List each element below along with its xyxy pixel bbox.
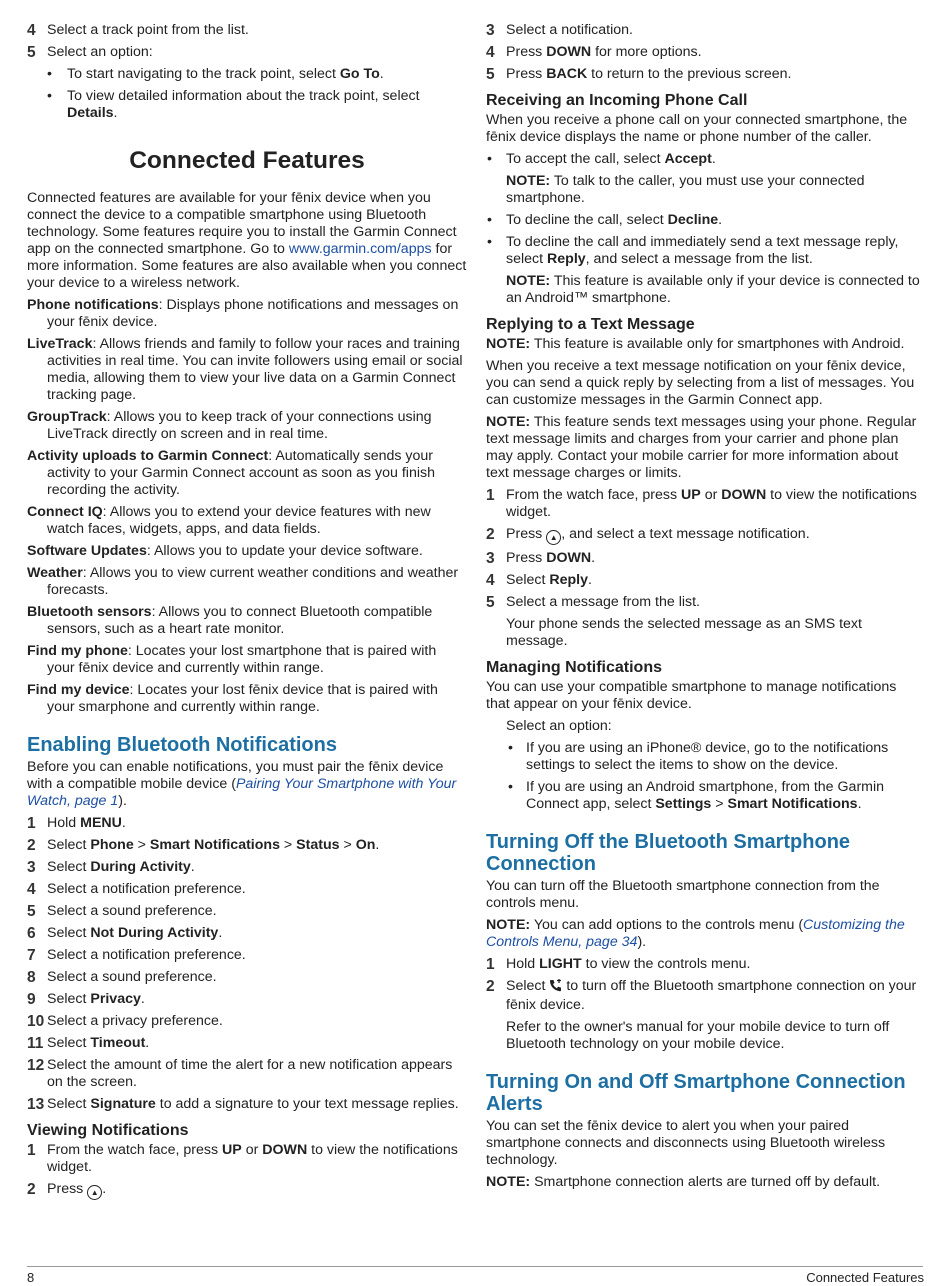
note-label: NOTE:: [486, 336, 531, 352]
step-number: 6: [27, 925, 36, 942]
step-pre: Select a notification preference.: [47, 881, 246, 897]
garmin-apps-link[interactable]: www.garmin.com/apps: [288, 241, 432, 257]
intro-text-end: for more information. Some features are also available when you connect your device to a wireless network.: [27, 241, 467, 291]
step-number: 5: [27, 903, 36, 920]
step-bold: During Activity: [90, 859, 191, 875]
note-label: NOTE:: [506, 273, 551, 289]
list-item: • To accept the call, select Accept.: [486, 151, 921, 168]
step: [486, 594, 921, 611]
list-item: [486, 234, 921, 268]
footer-section-name: Connected Features: [806, 1270, 924, 1285]
step-pre: Select: [47, 991, 91, 1007]
step-number: 3: [27, 859, 36, 876]
feature-description: : Allows friends and family to follow your races and training activities in real time. You can invite followers using email or social media, allowing them to view your live data on a Garmin Connect tracking page.: [47, 336, 463, 403]
feature-term: GroupTrack: [27, 409, 107, 425]
intro-paragraph: [27, 190, 467, 292]
list-item: [27, 88, 467, 122]
bullet-text: To start navigating to the track point, select: [67, 66, 340, 82]
feature-description: : Displays phone notifications and messages on your fēnix device.: [47, 297, 459, 330]
feature-definition: [27, 504, 467, 538]
feature-term: Activity uploads to Garmin Connect: [27, 448, 269, 464]
feature-description: : Locates your lost smartphone that is paired with your fēnix device and currently within range.: [47, 643, 437, 676]
step-pre: Select the amount of time the alert for a new notification appears on the screen.: [47, 1057, 453, 1090]
down-key-label: DOWN: [721, 487, 767, 503]
note-text: This feature sends text messages using your phone. Regular text message limits and charges from your carrier and phone plan may apply. Contact your mobile carrier for more information about text message charges or limits.: [486, 414, 917, 481]
step-text: Press: [47, 1181, 88, 1197]
section-title: Connected Features: [129, 147, 365, 174]
select-option-text: Select an option:: [506, 718, 612, 734]
step-bold: Phone: [90, 837, 134, 853]
feature-definition: [27, 336, 467, 404]
alerts-intro: You can set the fēnix device to alert you when your paired smartphone connects and disconnects using Bluetooth wireless technology.: [486, 1118, 886, 1168]
step: [27, 991, 467, 1008]
step-text: .: [591, 550, 596, 566]
feature-description: : Allows you to extend your device features with new watch faces, widgets, apps, and data fields.: [47, 504, 431, 537]
heading-viewing-notifications: Viewing Notifications: [27, 1122, 189, 1139]
step-result: Your phone sends the selected message as an SMS text message.: [506, 616, 862, 649]
list-item: • To decline the call, select Decline.: [486, 212, 921, 229]
up-key-label: UP: [222, 1142, 242, 1158]
step-pre: Select: [47, 859, 91, 875]
feature-term: LiveTrack: [27, 336, 93, 352]
feature-definition: [27, 643, 467, 677]
step-number: 1: [27, 1142, 36, 1159]
step-pre: Select: [47, 1096, 91, 1112]
feature-definition: [27, 682, 467, 716]
step: [486, 572, 921, 589]
step-number: 4: [486, 44, 495, 61]
step-text: .: [588, 572, 592, 588]
bullet-text-end: .: [857, 796, 862, 812]
step-result: Refer to the owner's manual for your mobile device to turn off Bluetooth technology on your mobile device.: [506, 1019, 890, 1052]
step: [27, 1057, 467, 1091]
step-number: 5: [486, 66, 495, 83]
step-number: 4: [27, 22, 36, 39]
bullet-text: If you are using an Android smartphone, from the Garmin Connect app, select: [526, 779, 885, 812]
right-top-steps: [486, 22, 921, 83]
step-post: .: [121, 815, 126, 831]
step: [27, 859, 467, 876]
turning-off-intro: You can turn off the Bluetooth smartphone connection from the controls menu.: [486, 878, 880, 911]
feature-definition: [27, 565, 467, 599]
step-number: 12: [27, 1057, 45, 1074]
feature-description: : Allows you to connect Bluetooth compatible sensors, such as a heart rate monitor.: [47, 604, 433, 637]
step-pre: Select a sound preference.: [47, 903, 217, 919]
step-text: or: [700, 487, 722, 503]
note-label: NOTE:: [486, 414, 531, 430]
step-number: 1: [486, 956, 495, 973]
accept-label: Accept: [664, 151, 712, 167]
up-key-label: UP: [681, 487, 701, 503]
step: [27, 815, 467, 832]
note: [486, 1174, 921, 1191]
heading-connection-alerts: Turning On and Off Smartphone Connection Alerts: [486, 1071, 906, 1115]
step-pre: Select a privacy preference.: [47, 1013, 223, 1029]
step-text: to turn off the Bluetooth smartphone connection on your fēnix device.: [506, 978, 917, 1013]
list-item: [27, 66, 467, 83]
step-number: 3: [486, 550, 495, 567]
step-text: Press: [506, 550, 547, 566]
step-number: 2: [486, 978, 495, 995]
step-number: 4: [486, 572, 495, 589]
step-number: 5: [27, 44, 36, 61]
step-number: 1: [486, 487, 495, 504]
note-text: Smartphone connection alerts are turned off by default.: [530, 1174, 881, 1190]
step: [27, 925, 467, 942]
down-key-label: DOWN: [546, 550, 592, 566]
step-number: 13: [27, 1096, 45, 1113]
step: [27, 947, 467, 964]
step: [486, 978, 921, 1014]
bullet-text: To accept the call, select: [506, 151, 665, 167]
intro-text: Connected features are available for your fēnix device when you connect the device to a compatible smartphone using Bluetooth technology. Some features require you to install the Garmin Connect app on the connected smartphone. Go to: [27, 190, 457, 257]
feature-term: Phone notifications: [27, 297, 159, 313]
step-bold: DOWN: [546, 44, 592, 60]
feature-term: Bluetooth sensors: [27, 604, 152, 620]
step: [27, 22, 467, 39]
step: [27, 1013, 467, 1030]
step-text: Hold: [506, 956, 540, 972]
separator: >: [711, 796, 728, 812]
step-bold: MENU: [80, 815, 122, 831]
step-bold: BACK: [546, 66, 588, 82]
down-key-label: DOWN: [262, 1142, 308, 1158]
note: [486, 414, 921, 482]
step: [27, 1096, 467, 1113]
enabling-steps: [27, 815, 467, 1113]
note-text: This feature is available only if your device is connected to an Android™ smartphone.: [506, 273, 920, 306]
enabling-intro-end: ).: [118, 793, 127, 809]
incoming-intro: When you receive a phone call on your connected smartphone, the fēnix device displays the name or phone number of the caller.: [486, 112, 908, 145]
step-number: 10: [27, 1013, 45, 1030]
feature-term: Weather: [27, 565, 83, 581]
step-bold: Privacy: [90, 991, 141, 1007]
feature-definition: [27, 409, 467, 443]
page-number: 8: [27, 1270, 35, 1285]
bullet-text: To decline the call and immediately send a text message reply, select: [506, 234, 899, 267]
step-post: to return to the previous screen.: [587, 66, 792, 82]
feature-description: : Automatically sends your activity to your Garmin Connect account as soon as you finish recording the activity.: [47, 448, 435, 498]
step-number: 11: [27, 1035, 44, 1052]
step-post: .: [145, 1035, 150, 1051]
list-item: [486, 779, 921, 813]
step: [27, 881, 467, 898]
step-number: 3: [486, 22, 495, 39]
step-number: 5: [486, 594, 495, 611]
step-post: .: [190, 859, 195, 875]
step-text: to view the controls menu.: [581, 956, 751, 972]
circle-a-button-icon: ▲: [546, 530, 561, 545]
circle-a-button-icon: ▲: [87, 1185, 102, 1200]
feature-description: : Allows you to keep track of your connections using LiveTrack directly on screen and in real time.: [47, 409, 432, 442]
step-number: 2: [27, 837, 36, 854]
note-label: NOTE:: [506, 173, 551, 189]
bullet-post: .: [379, 66, 384, 82]
bullet-text: To view detailed information about the track point, select: [67, 88, 420, 104]
bullet-text-end: , and select a message from the list.: [585, 251, 813, 267]
replying-paragraph: When you receive a text message notification on your fēnix device, you can send a quick reply by selecting from a list of messages. You can customize messages in the Garmin Connect app.: [486, 358, 915, 408]
note: [486, 273, 921, 307]
note: [486, 336, 921, 353]
bullet-bold: Go To: [339, 66, 380, 82]
step-pre: Hold: [47, 815, 81, 831]
step-text: to view the notifications widget.: [506, 487, 917, 520]
step-post: for more options.: [591, 44, 702, 60]
step-bold: Signature: [90, 1096, 156, 1112]
step-pre: Select: [47, 837, 91, 853]
step-number: 2: [486, 526, 495, 543]
light-key-label: LIGHT: [539, 956, 582, 972]
pairing-link[interactable]: Pairing Your Smartphone with Your Watch: [27, 776, 457, 809]
step-text: Press: [506, 526, 547, 542]
bullet-bold: Details: [67, 105, 114, 121]
feature-definition: [27, 297, 467, 331]
step-text: to view the notifications widget.: [47, 1142, 458, 1175]
step-pre: Select: [47, 925, 91, 941]
step-number: 1: [27, 815, 36, 832]
step-number: 2: [27, 1181, 36, 1198]
feature-term: Connect IQ: [27, 504, 103, 520]
managing-intro: You can use your compatible smartphone to manage notifications that appear on your fēnix device.: [486, 679, 897, 712]
heading-turning-off-bluetooth: Turning Off the Bluetooth Smartphone Connection: [486, 831, 851, 875]
step-pre: Select: [47, 1035, 91, 1051]
step: [486, 550, 921, 567]
step-post: .: [218, 925, 223, 941]
reply-label: Reply: [549, 572, 589, 588]
bullet-text: To decline the call, select: [506, 212, 668, 228]
note: [486, 173, 921, 207]
bullet-post: .: [113, 105, 118, 121]
left-column: [27, 22, 467, 1205]
customizing-page-link[interactable]: , page 34: [578, 934, 638, 950]
list-item: • If you are using an iPhone® device, go to the notifications settings to select the items to show on the device.: [486, 740, 921, 774]
step: [27, 1142, 467, 1176]
heading-replying: Replying to a Text Message: [486, 316, 695, 333]
enabling-intro-text: Before you can enable notifications, you must pair the fēnix device with a compatible mobile device (: [27, 759, 444, 792]
phone-icon: [549, 979, 562, 997]
step: [486, 44, 921, 61]
note-label: NOTE:: [486, 1174, 531, 1190]
note-text: You can add options to the controls menu (: [530, 917, 804, 933]
step-text: Select a message from the list.: [506, 594, 700, 610]
heading-incoming-call: Receiving an Incoming Phone Call: [486, 92, 748, 109]
step-text: From the watch face, press: [506, 487, 682, 503]
reply-label: Reply: [547, 251, 586, 267]
feature-description: : Locates your lost fēnix device that is paired with your smarphone and currently within range.: [47, 682, 438, 715]
note-text-end: ).: [637, 934, 647, 950]
step: [27, 44, 467, 61]
step-text: Select an option:: [47, 44, 153, 60]
feature-term: Find my phone: [27, 643, 128, 659]
step: [486, 526, 921, 545]
step-pre: Press: [506, 44, 547, 60]
step: [486, 66, 921, 83]
step-number: 8: [27, 969, 36, 986]
step-number: 4: [27, 881, 36, 898]
step: 2 Press ▲ .: [27, 1181, 107, 1198]
note: [486, 917, 921, 951]
feature-definition: [27, 448, 467, 499]
feature-list: [27, 297, 467, 716]
step-pre: Press: [506, 66, 547, 82]
heading-managing: Managing Notifications: [486, 659, 662, 676]
step: [486, 487, 921, 521]
step: [27, 1035, 467, 1052]
heading-enabling-notifications: Enabling Bluetooth Notifications: [27, 734, 337, 756]
pairing-page-link[interactable]: , page 1: [66, 793, 119, 809]
step-pre: Select a sound preference.: [47, 969, 217, 985]
feature-definition: [27, 543, 467, 560]
settings-label: Settings: [655, 796, 712, 812]
step-text: From the watch face, press: [47, 1142, 223, 1158]
right-column: [486, 22, 921, 1196]
note-text: To talk to the caller, you must use your connected smartphone.: [506, 173, 865, 206]
step: [27, 837, 467, 854]
feature-term: Software Updates: [27, 543, 147, 559]
step: [486, 956, 921, 973]
smart-notifications-label: Smart Notifications: [727, 796, 858, 812]
step-text: Select: [506, 572, 550, 588]
step-text: Select a track point from the list.: [47, 22, 249, 38]
step-bold: Timeout: [90, 1035, 146, 1051]
feature-term: Find my device: [27, 682, 130, 698]
step-post: to add a signature to your text message replies.: [155, 1096, 459, 1112]
step-text: Select: [506, 978, 550, 994]
step: [486, 22, 921, 39]
enabling-intro: [27, 759, 467, 810]
step-bold: Not During Activity: [90, 925, 219, 941]
step-text: or: [241, 1142, 263, 1158]
step-post: .: [140, 991, 145, 1007]
customizing-controls-link[interactable]: Customizing the Controls Menu: [486, 917, 905, 950]
footer-divider: [27, 1266, 923, 1267]
step-text: , and select a text message notification.: [561, 526, 810, 542]
step-pre: Select a notification.: [506, 22, 633, 38]
note-label: NOTE:: [486, 917, 531, 933]
feature-description: : Allows you to update your device software.: [146, 543, 423, 559]
step-number: 7: [27, 947, 36, 964]
note-text: This feature is available only for smartphones with Android.: [530, 336, 905, 352]
step: [27, 903, 467, 920]
step: [27, 969, 467, 986]
feature-definition: [27, 604, 467, 638]
decline-label: Decline: [667, 212, 719, 228]
step-pre: Select a notification preference.: [47, 947, 246, 963]
step-post-rich: > Smart Notifications > Status > On.: [133, 837, 380, 853]
step-number: 9: [27, 991, 36, 1008]
feature-description: : Allows you to view current weather conditions and weather forecasts.: [47, 565, 459, 598]
